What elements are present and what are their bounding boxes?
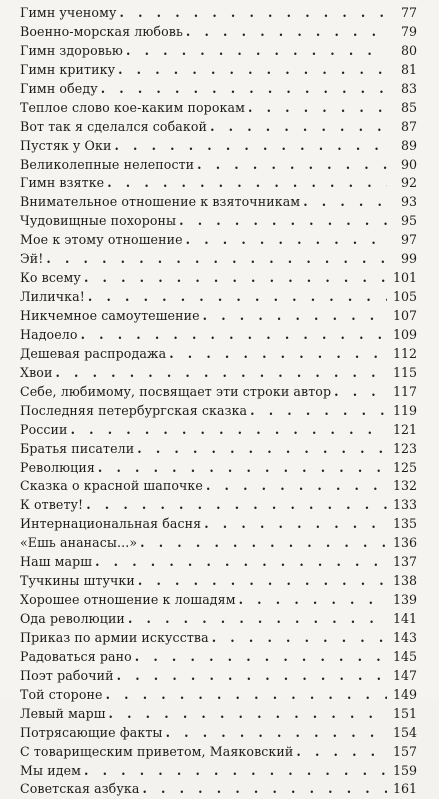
dot-leader: [206, 477, 387, 496]
toc-entry-title: Приказ по армии искусства: [20, 629, 209, 645]
toc-entry-title: Военно-морская любовь: [20, 23, 183, 39]
toc-entry-page-number: 112: [392, 345, 417, 361]
toc-entry-page-number: 135: [392, 516, 417, 532]
toc-entry-title: Сказка о красной шапочке: [20, 478, 203, 494]
toc-entry-title: Левый марш: [20, 705, 106, 721]
toc-entry: [20, 326, 417, 345]
toc-entry: [20, 667, 417, 686]
toc-entry: [20, 629, 417, 648]
dot-leader: [186, 231, 387, 250]
toc-entry-title: Наш марш: [20, 554, 93, 570]
toc-entry-title: Гимн обеду: [20, 80, 98, 96]
dot-leader: [106, 686, 387, 705]
dot-leader: [46, 250, 387, 269]
toc-entry-title: Надоело: [20, 326, 78, 342]
dot-leader: [142, 780, 387, 799]
dot-leader: [84, 269, 387, 288]
toc-entry: [20, 515, 417, 534]
toc-entry-page-number: 161: [392, 781, 417, 797]
toc-entry-page-number: 80: [400, 42, 417, 58]
toc-entry-title: С товарищеским приветом, Маяковский: [20, 743, 294, 759]
toc-entry-title: Той стороне: [20, 686, 103, 702]
toc-entry: [20, 534, 417, 553]
toc-entry-title: Лиличка!: [20, 289, 85, 305]
toc-entry-page-number: 92: [400, 175, 417, 191]
toc-entry: [20, 4, 417, 23]
toc-entry-page-number: 143: [392, 629, 417, 645]
toc-entry: [20, 477, 417, 496]
toc-entry: [20, 421, 417, 440]
toc-entry-page-number: 132: [392, 478, 417, 494]
dot-leader: [81, 326, 387, 345]
toc-entry-title: Эй!: [20, 251, 44, 267]
dot-leader: [179, 212, 387, 231]
toc-entry-page-number: 149: [392, 686, 417, 702]
toc-entry-title: Гимн критику: [20, 61, 116, 77]
toc-entry: [20, 440, 417, 459]
toc-entry: [20, 269, 417, 288]
toc-entry-title: К ответу!: [20, 497, 84, 513]
toc-entry: [20, 118, 417, 137]
dot-leader: [86, 496, 387, 515]
toc-entry: [20, 61, 417, 80]
toc-entry-page-number: 93: [400, 194, 417, 210]
toc-entry: [20, 23, 417, 42]
toc-entry-page-number: 107: [392, 308, 417, 323]
toc-entry-title: Внимательное отношение к взяточникам: [20, 194, 301, 210]
toc-entry-page-number: 95: [400, 213, 417, 229]
dot-leader: [84, 762, 387, 781]
toc-entry-page-number: 101: [392, 270, 417, 286]
toc-entry-page-number: 105: [392, 289, 417, 305]
toc-entry-title: Ода революции: [20, 611, 125, 626]
toc-entry-page-number: 141: [392, 611, 417, 626]
toc-entry-page-number: 99: [400, 251, 417, 267]
toc-entry: [20, 99, 417, 118]
toc-entry-page-number: 136: [392, 535, 417, 551]
toc-entry-page-number: 79: [400, 23, 417, 39]
dot-leader: [166, 724, 387, 743]
toc-entry-title: Вот так я сделался собакой: [20, 118, 208, 134]
toc-entry: [20, 383, 417, 402]
dot-leader: [250, 402, 387, 421]
dot-leader: [186, 23, 387, 42]
toc-entry: [20, 553, 417, 572]
toc-entry-page-number: 97: [400, 232, 417, 248]
toc-entry: [20, 686, 417, 705]
dot-leader: [248, 99, 387, 118]
toc-entry-title: Революция: [20, 459, 95, 475]
toc-entry-page-number: 121: [392, 421, 417, 437]
toc-entry: [20, 193, 417, 212]
toc-entry-title: Радоваться рано: [20, 648, 132, 664]
toc-entry: [20, 496, 417, 515]
dot-leader: [55, 364, 387, 383]
dot-leader: [138, 572, 387, 591]
toc-entry-title: «Ешь ананасы...»: [20, 535, 138, 551]
toc-entry-title: Хорошее отношение к лошадям: [20, 592, 236, 608]
dot-leader: [203, 307, 387, 326]
toc-entry-title: Мы идем: [20, 762, 82, 778]
dot-leader: [239, 591, 387, 610]
dot-leader: [107, 174, 387, 193]
dot-leader: [210, 118, 387, 137]
toc-entry-title: Ко всему: [20, 270, 81, 286]
toc-entry-title: Братья писатели: [20, 440, 135, 456]
toc-entry-title: Чудовищные похороны: [20, 213, 177, 229]
dot-leader: [117, 667, 387, 686]
dot-leader: [71, 421, 387, 440]
dot-leader: [120, 4, 388, 23]
toc-entry-page-number: 89: [400, 137, 417, 153]
dot-leader: [137, 440, 387, 459]
toc-entry-page-number: 117: [392, 383, 417, 399]
toc-entry: [20, 80, 417, 99]
dot-leader: [204, 515, 387, 534]
toc-entry: [20, 724, 417, 743]
toc-entry: [20, 780, 417, 799]
toc-entry-title: Поэт рабочий: [20, 667, 114, 683]
toc-entry-title: Потрясающие факты: [20, 724, 163, 740]
toc-entry-title: Мое к этому отношение: [20, 232, 183, 248]
toc-entry: [20, 250, 417, 269]
dot-leader: [95, 553, 387, 572]
toc-entry-title: Тучкины штучки: [20, 573, 135, 589]
toc-entry-title: Гимн ученому: [20, 5, 117, 20]
toc-entry: [20, 288, 417, 307]
toc-entry-page-number: 139: [392, 592, 417, 608]
toc-entry: [20, 743, 417, 762]
toc-entry: [20, 137, 417, 156]
dot-leader: [88, 288, 387, 307]
toc-entry: [20, 156, 417, 175]
toc-entry-page-number: 138: [392, 573, 417, 589]
toc-entry-page-number: 87: [400, 118, 417, 134]
toc-entry-title: Последняя петербургская сказка: [20, 402, 248, 418]
dot-leader: [135, 648, 387, 667]
toc-entry: [20, 762, 417, 781]
toc-entry-page-number: 85: [400, 99, 417, 115]
toc-entry-title: Великолепные нелепости: [20, 156, 195, 172]
toc-entry-page-number: 147: [392, 667, 417, 683]
toc-entry: [20, 174, 417, 193]
toc-entry-title: Гимн взятке: [20, 175, 105, 191]
dot-leader: [169, 345, 387, 364]
dot-leader: [128, 610, 387, 629]
dot-leader: [140, 534, 387, 553]
dot-leader: [126, 42, 387, 61]
toc-entry: [20, 572, 417, 591]
dot-leader: [296, 743, 387, 762]
toc-entry-page-number: 115: [392, 364, 417, 380]
toc-entry: [20, 591, 417, 610]
toc-entry-page-number: 125: [392, 459, 417, 475]
toc-entry-page-number: 77: [400, 5, 417, 20]
toc-entry: [20, 705, 417, 724]
dot-leader: [98, 459, 387, 478]
toc-entry-title: Себе, любимому, посвящает эти строки автор: [20, 383, 332, 399]
toc-entry: [20, 402, 417, 421]
toc-entry-title: России: [20, 421, 68, 437]
dot-leader: [101, 80, 387, 99]
toc-entry-page-number: 145: [392, 648, 417, 664]
toc-entry-page-number: 151: [392, 705, 417, 721]
toc-entry-page-number: 81: [400, 61, 417, 77]
toc-entry: [20, 610, 417, 629]
toc-entry-page-number: 133: [392, 497, 417, 513]
toc-entry-page-number: 154: [392, 724, 417, 740]
toc-entry-title: Пустяк у Оки: [20, 137, 112, 153]
toc-entry-page-number: 119: [392, 402, 417, 418]
toc-entry: [20, 212, 417, 231]
toc-entry-page-number: 123: [392, 440, 417, 456]
dot-leader: [334, 383, 387, 402]
toc-entry-page-number: 157: [392, 743, 417, 759]
toc-entry-page-number: 159: [392, 762, 417, 778]
table-of-contents: [20, 4, 417, 799]
toc-entry-title: Теплое слово кое-каким порокам: [20, 99, 245, 115]
toc-entry: [20, 345, 417, 364]
toc-entry-title: Никчемное самоутешение: [20, 308, 200, 323]
dot-leader: [109, 705, 387, 724]
toc-entry: [20, 459, 417, 478]
toc-entry-title: Гимн здоровью: [20, 42, 123, 58]
dot-leader: [114, 137, 387, 156]
toc-entry: [20, 648, 417, 667]
toc-entry-title: Советская азбука: [20, 781, 140, 797]
toc-entry-page-number: 109: [392, 326, 417, 342]
dot-leader: [212, 629, 387, 648]
toc-entry-title: Интернациональная басня: [20, 516, 202, 532]
dot-leader: [118, 61, 387, 80]
toc-entry: [20, 307, 417, 326]
toc-entry-title: Дешевая распродажа: [20, 345, 167, 361]
toc-entry: [20, 364, 417, 383]
dot-leader: [197, 156, 387, 175]
dot-leader: [303, 193, 387, 212]
toc-entry-page-number: 137: [392, 554, 417, 570]
toc-entry-page-number: 83: [400, 80, 417, 96]
toc-entry-page-number: 90: [400, 156, 417, 172]
toc-entry: [20, 42, 417, 61]
toc-entry-title: Хвои: [20, 364, 53, 380]
toc-entry: [20, 231, 417, 250]
